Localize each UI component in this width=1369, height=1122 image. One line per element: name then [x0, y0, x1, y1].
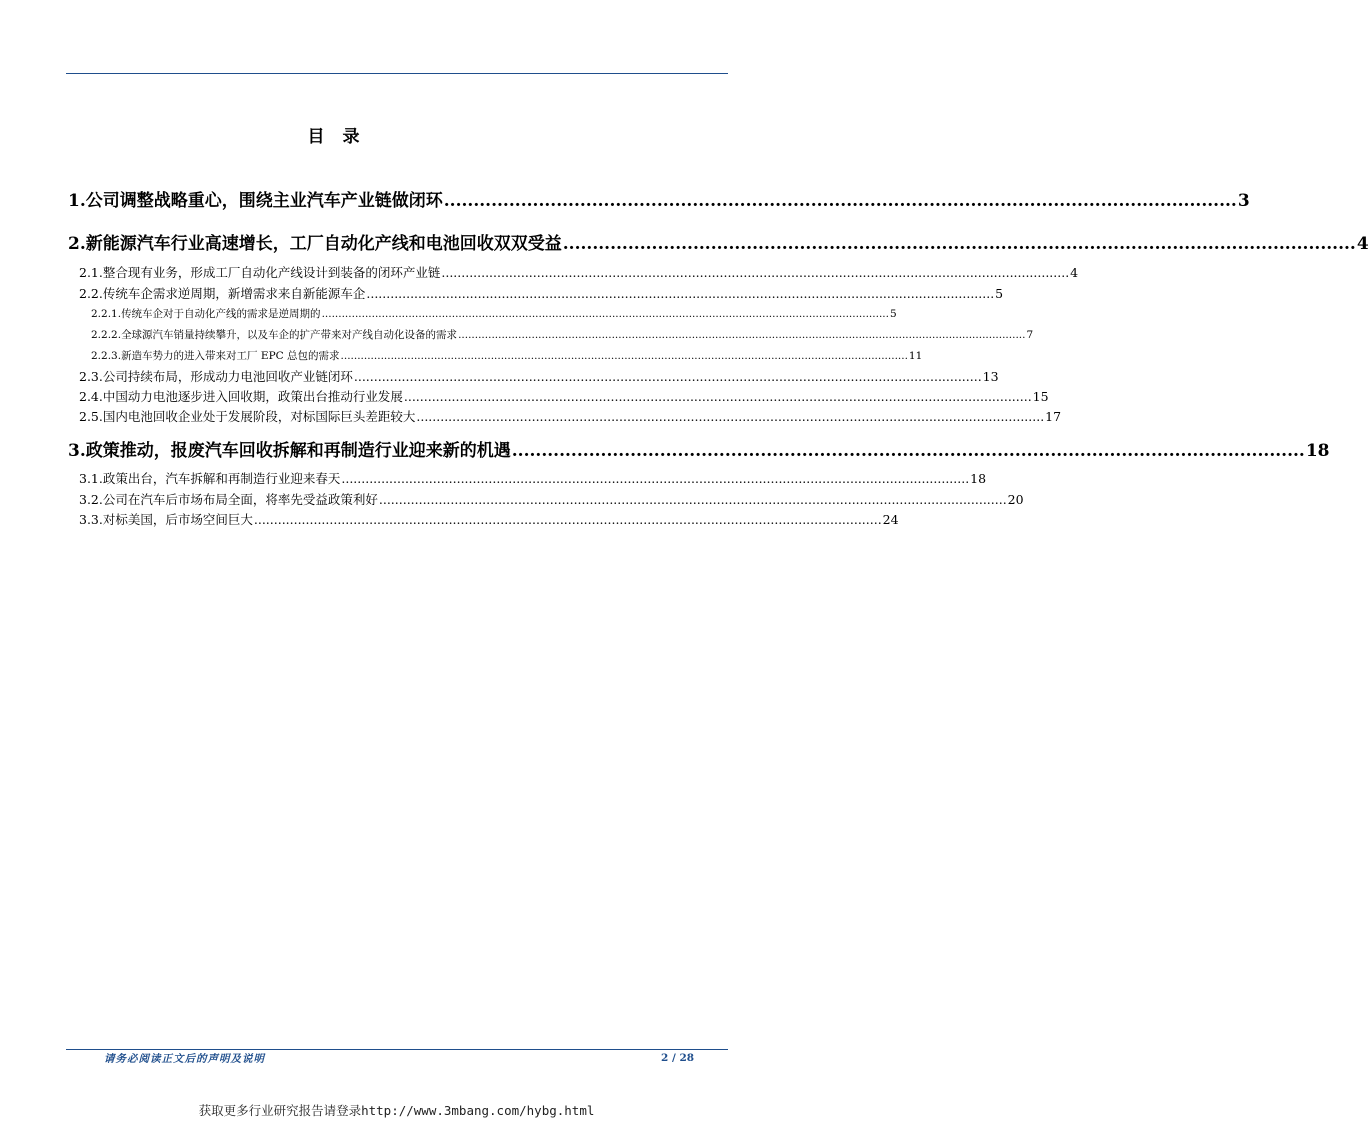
toc-page: 3 [1237, 191, 1250, 211]
toc-page: 4 [1070, 265, 1079, 280]
toc-leader: ...................................................................................................................................... [562, 234, 1356, 254]
toc-label: 公司在汽车后市场布局全面，将率先受益政策利好 [102, 492, 378, 507]
toc-entry[interactable] [91, 306, 897, 321]
toc-page: 5 [995, 286, 1004, 301]
toc-leader: ...................................................................................................................................... [511, 441, 1305, 461]
toc-label: 政策推动，报废汽车回收拆解和再制造行业迎来新的机遇 [85, 441, 511, 461]
toc-number: 2.2.1. [91, 308, 122, 320]
toc-number: 3. [68, 441, 86, 461]
toc-page: 7 [1026, 329, 1034, 341]
toc-number: 2.1. [79, 265, 103, 280]
toc-leader: .............................................................................................................................................................. [353, 369, 982, 384]
toc-page: 11 [908, 350, 923, 362]
toc-number: 2.4. [79, 389, 103, 404]
toc-label: 国内电池回收企业处于发展阶段，对标国际巨头差距较大 [102, 409, 416, 424]
toc-leader: .............................................................................................................................................................. [366, 286, 995, 301]
toc-title: 目 录 [307, 127, 366, 147]
toc-label: 公司持续布局，形成动力电池回收产业链闭环 [102, 369, 353, 384]
toc-entry[interactable] [91, 327, 1034, 342]
toc-leader: .............................................................................................................................................................. [378, 492, 1007, 507]
toc-page: 17 [1045, 409, 1062, 424]
toc-label: 政策出台，汽车拆解和再制造行业迎来春天 [102, 471, 341, 486]
toc-entry[interactable] [79, 469, 987, 487]
toc-number: 1. [68, 191, 86, 211]
toc-number: 2. [68, 234, 86, 254]
toc-number: 2.2.3. [91, 350, 122, 362]
toc-label: 中国动力电池逐步进入回收期，政策出台推动行业发展 [102, 389, 403, 404]
toc-label: 传统车企对于自动化产线的需求是逆周期的 [121, 308, 321, 320]
toc-leader: .......................................................................................................................................................................... [340, 350, 908, 362]
toc-leader: .............................................................................................................................................................. [341, 471, 970, 486]
toc-entry[interactable] [79, 407, 1062, 425]
toc-label: 新能源汽车行业高速增长，工厂自动化产线和电池回收双双受益 [85, 234, 562, 254]
toc-leader: .............................................................................................................................................................. [416, 409, 1045, 424]
toc-leader: .............................................................................................................................................................. [403, 389, 1032, 404]
toc-entry[interactable] [68, 186, 1250, 211]
toc-entry[interactable] [91, 348, 923, 363]
toc-page: 15 [1032, 389, 1049, 404]
toc-entry[interactable] [79, 387, 1049, 405]
toc-leader: .......................................................................................................................................................................... [458, 329, 1026, 341]
toc-label: 对标美国，后市场空间巨大 [102, 512, 253, 527]
toc-number: 2.2. [79, 286, 103, 301]
toc-entry[interactable] [79, 284, 1004, 302]
toc-label: 新造车势力的进入带来对工厂 EPC 总包的需求 [121, 350, 340, 362]
toc-page: 13 [982, 369, 999, 384]
toc-page: 18 [970, 471, 987, 486]
toc-label: 全球源汽车销量持续攀升，以及车企的扩产带来对产线自动化设备的需求 [121, 329, 458, 341]
footer-disclaimer: 请务必阅读正文后的声明及说明 [104, 1053, 265, 1065]
toc-leader: ...................................................................................................................................... [443, 191, 1237, 211]
toc-entry[interactable] [79, 490, 1024, 508]
toc-label: 整合现有业务，形成工厂自动化产线设计到装备的闭环产业链 [102, 265, 441, 280]
toc-label: 公司调整战略重心，围绕主业汽车产业链做闭环 [85, 191, 443, 211]
toc-entry[interactable] [79, 367, 999, 385]
toc-entry[interactable] [68, 229, 1369, 254]
toc-number: 2.2.2. [91, 329, 122, 341]
toc-entry[interactable] [68, 436, 1330, 461]
toc-leader: .......................................................................................................................................................................... [321, 308, 889, 320]
toc-entry[interactable] [79, 510, 899, 528]
header-rule [66, 73, 728, 74]
toc-entry[interactable] [79, 263, 1079, 281]
toc-page: 20 [1007, 492, 1024, 507]
toc-leader: .............................................................................................................................................................. [253, 512, 882, 527]
toc-number: 3.1. [79, 471, 103, 486]
toc-number: 3.3. [79, 512, 103, 527]
toc-page: 4 [1356, 234, 1369, 254]
toc-page: 5 [889, 308, 897, 320]
toc-page: 24 [882, 512, 899, 527]
download-link-text[interactable]: 获取更多行业研究报告请登录http://www.3mbang.com/hybg.html [198, 1103, 595, 1118]
page-indicator: 2 / 28 [661, 1052, 695, 1064]
footer-rule [66, 1049, 728, 1050]
toc-label: 传统车企需求逆周期，新增需求来自新能源车企 [102, 286, 366, 301]
toc-number: 2.3. [79, 369, 103, 384]
toc-number: 3.2. [79, 492, 103, 507]
toc-leader: .............................................................................................................................................................. [441, 265, 1070, 280]
toc-page: 18 [1305, 441, 1330, 461]
toc-number: 2.5. [79, 409, 103, 424]
